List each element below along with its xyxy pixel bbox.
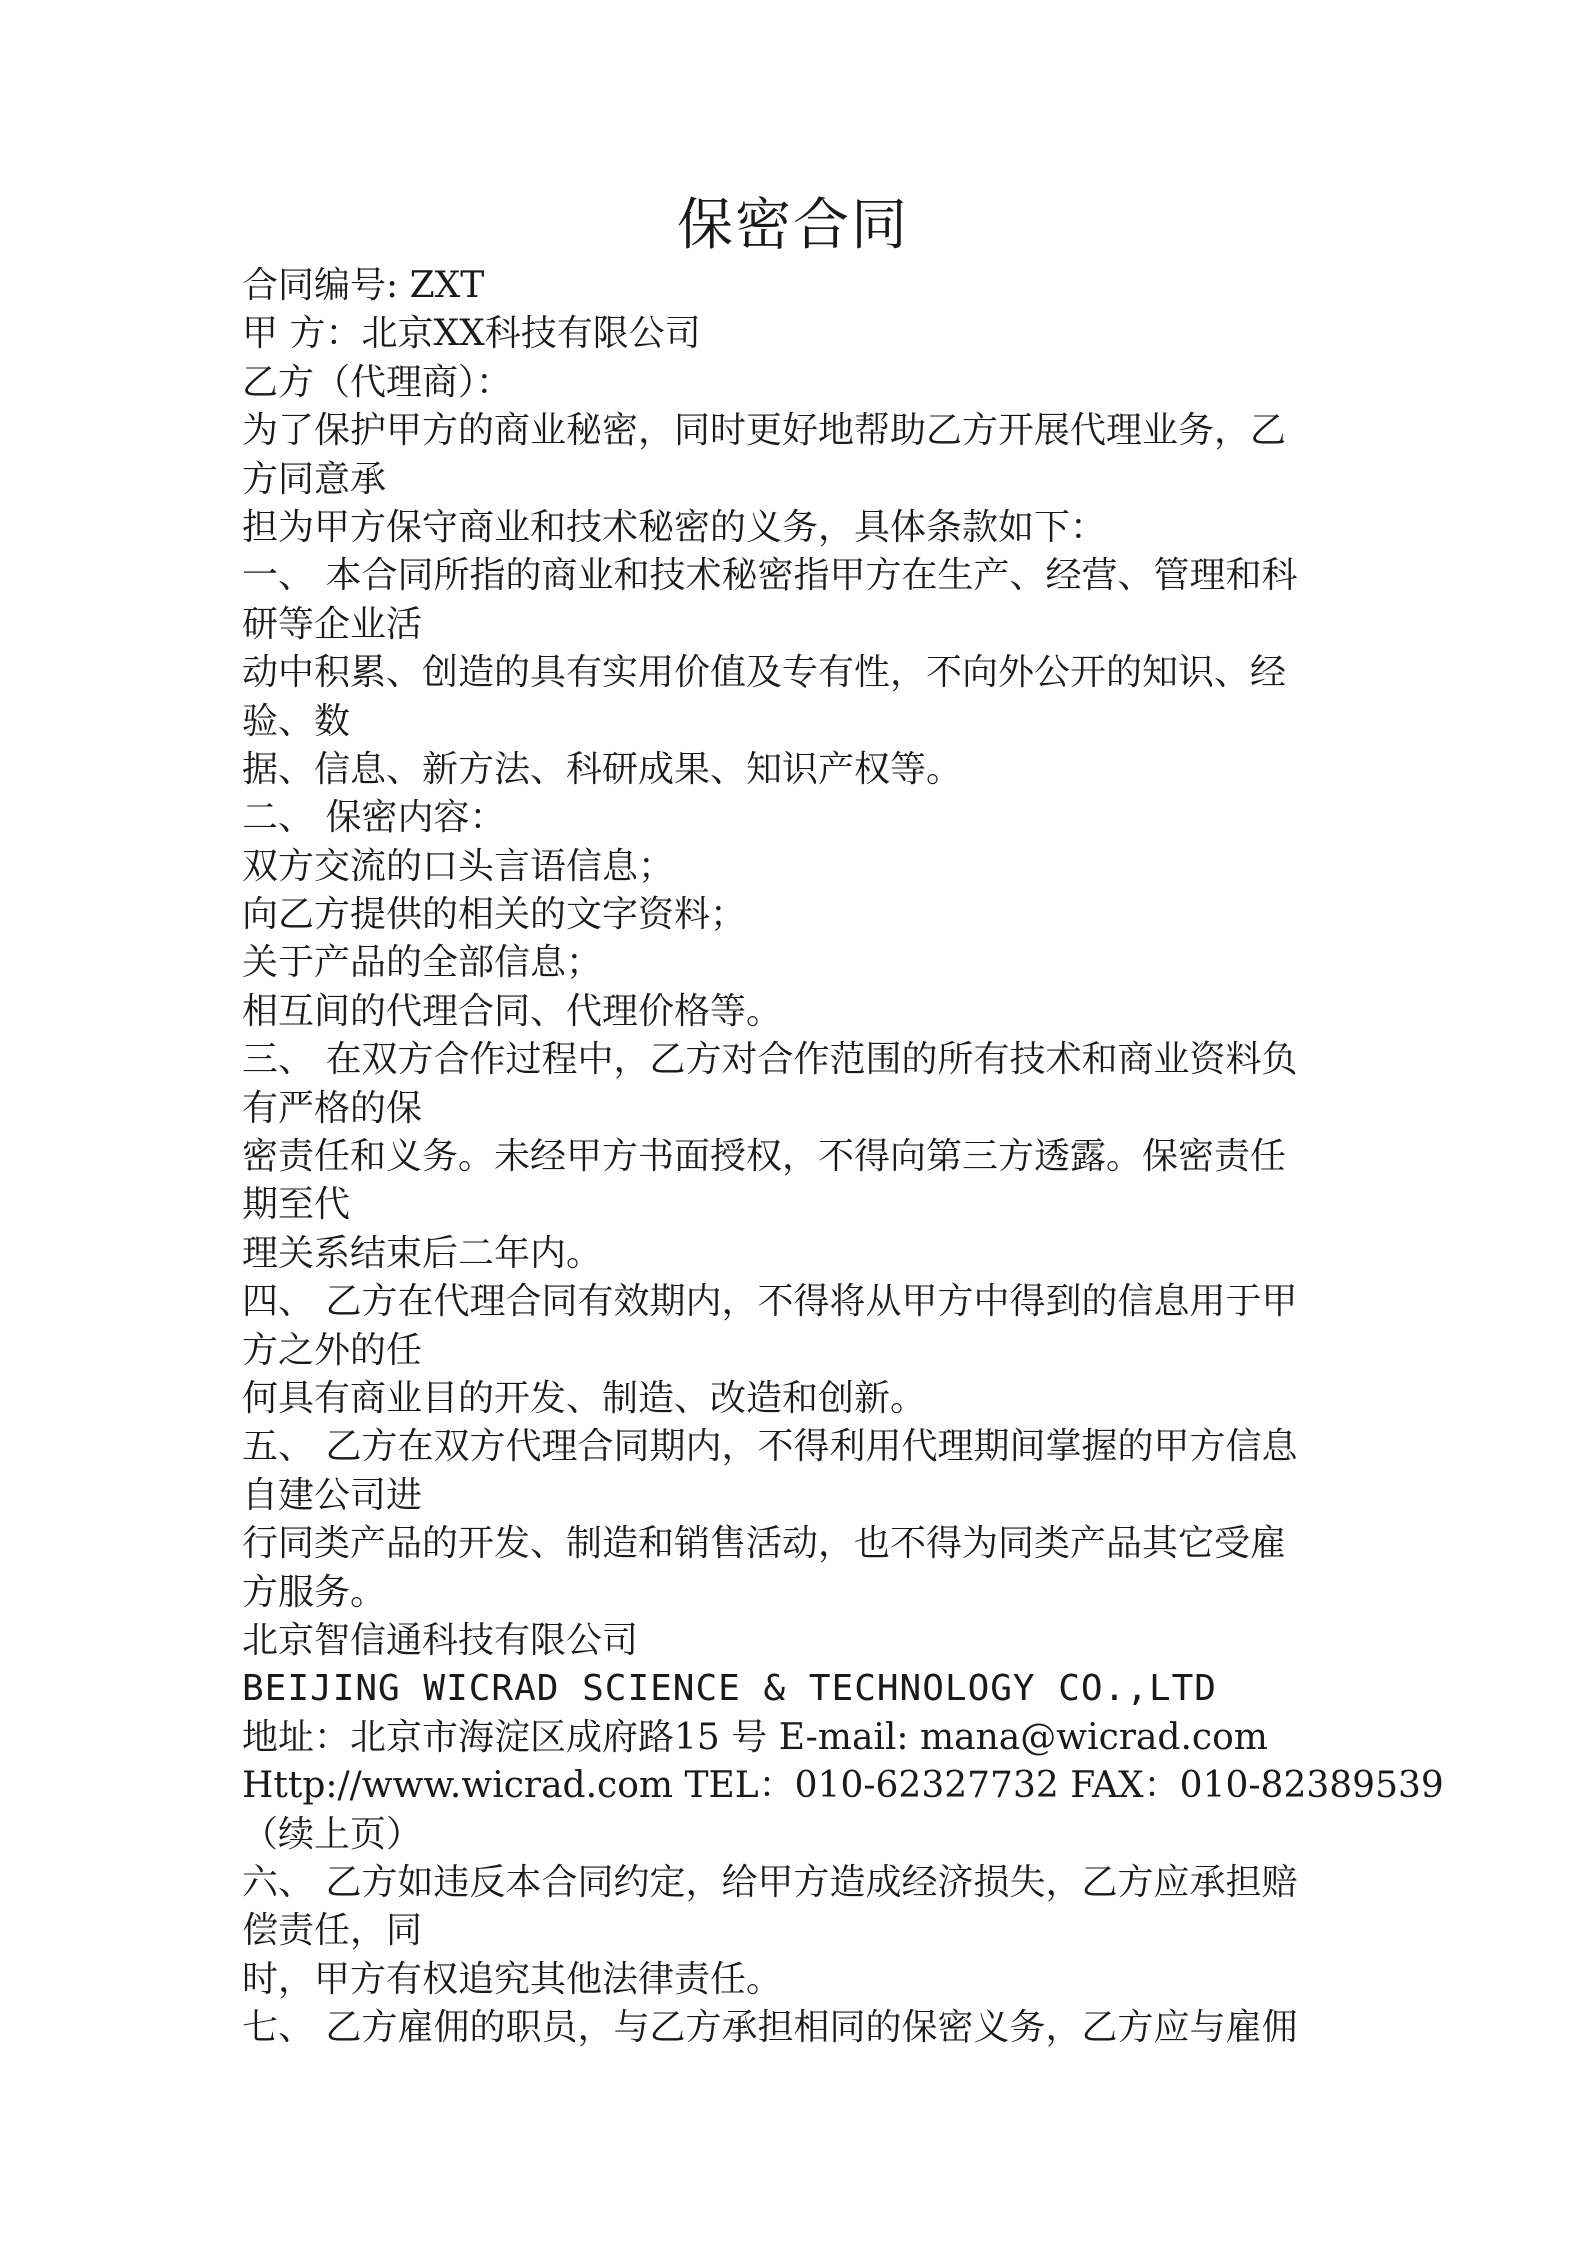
clause-6-line: 六、 乙方如违反本合同约定，给甲方造成经济损失，乙方应承担赔 bbox=[242, 1861, 1298, 1903]
continued-note: （续上页） bbox=[242, 1813, 423, 1855]
clause-3-line: 密责任和义务。未经甲方书面授权，不得向第三方透露。保密责任 bbox=[242, 1136, 1287, 1178]
document-body bbox=[242, 262, 1444, 2052]
clause-2-item: 向乙方提供的相关的文字资料； bbox=[242, 894, 747, 936]
clause-2-item: 双方交流的口头言语信息； bbox=[242, 845, 675, 887]
clause-5-line: 自建公司进 bbox=[242, 1474, 423, 1516]
clause-2-item: 相互间的代理合同、代理价格等。 bbox=[242, 990, 783, 1032]
clause-3-line: 三、 在双方合作过程中，乙方对合作范围的所有技术和商业资料负 bbox=[242, 1039, 1298, 1081]
company-name-en: BEIJING WICRAD SCIENCE & TECHNOLOGY CO.,LTD bbox=[242, 1668, 1217, 1710]
clause-1-line: 研等企业活 bbox=[242, 603, 423, 645]
clause-5-line: 行同类产品的开发、制造和销售活动，也不得为同类产品其它受雇 bbox=[242, 1523, 1287, 1565]
company-name-cn: 北京智信通科技有限公司 bbox=[242, 1619, 639, 1661]
preamble-line: 为了保护甲方的商业秘密，同时更好地帮助乙方开展代理业务，乙 bbox=[242, 410, 1287, 452]
company-address: 地址：北京市海淀区成府路15 号 E-mail: mana@wicrad.com bbox=[242, 1716, 1268, 1758]
party-a-line: 甲 方：北京XX科技有限公司 bbox=[242, 313, 701, 355]
company-contact: Http://www.wicrad.com TEL：010-62327732 FAX：010-82389539 bbox=[242, 1765, 1444, 1807]
preamble-line: 担为甲方保守商业和技术秘密的义务，具体条款如下： bbox=[242, 506, 1107, 548]
document-title: 保密合同 bbox=[677, 193, 909, 258]
contract-number-line: 合同编号: ZXT bbox=[242, 265, 485, 306]
clause-1-line: 验、数 bbox=[242, 700, 351, 742]
clause-4-line: 何具有商业目的开发、制造、改造和创新。 bbox=[242, 1377, 927, 1419]
preamble-line: 方同意承 bbox=[242, 458, 387, 500]
clause-6-line: 偿责任，同 bbox=[242, 1910, 423, 1952]
clause-6-line: 时，甲方有权追究其他法律责任。 bbox=[242, 1958, 783, 2000]
clause-1-line: 动中积累、创造的具有实用价值及专有性，不向外公开的知识、经 bbox=[242, 652, 1287, 694]
clause-5-line: 方服务。 bbox=[242, 1571, 387, 1613]
clause-1-line: 一、 本合同所指的商业和技术秘密指甲方在生产、经营、管理和科 bbox=[242, 555, 1298, 597]
clause-5-line: 五、 乙方在双方代理合同期内，不得利用代理期间掌握的甲方信息 bbox=[242, 1426, 1298, 1468]
clause-3-line: 有严格的保 bbox=[242, 1087, 423, 1129]
clause-3-line: 期至代 bbox=[242, 1184, 351, 1226]
party-b-line: 乙方（代理商）： bbox=[242, 361, 513, 403]
clause-4-line: 方之外的任 bbox=[242, 1329, 423, 1371]
clause-2-item: 关于产品的全部信息； bbox=[242, 942, 603, 984]
clause-4-line: 四、 乙方在代理合同有效期内，不得将从甲方中得到的信息用于甲 bbox=[242, 1281, 1298, 1323]
clause-2-line: 二、 保密内容： bbox=[242, 797, 506, 839]
clause-7-line: 七、 乙方雇佣的职员，与乙方承担相同的保密义务，乙方应与雇佣 bbox=[242, 2007, 1298, 2049]
clause-3-line: 理关系结束后二年内。 bbox=[242, 1232, 603, 1274]
clause-1-line: 据、信息、新方法、科研成果、知识产权等。 bbox=[242, 748, 963, 790]
